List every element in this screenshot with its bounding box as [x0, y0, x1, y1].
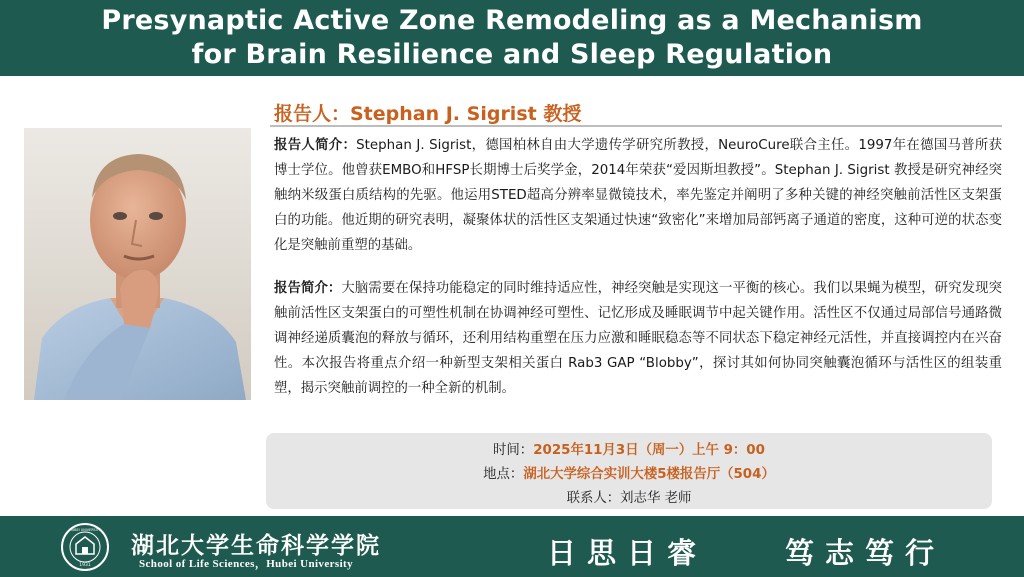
university-logo: [60, 522, 110, 572]
abstract-label: 报告简介：: [274, 281, 342, 296]
speaker-photo: [24, 128, 251, 400]
event-info-box: [266, 433, 992, 509]
place-value: 湖北大学综合实训大楼5楼报告厅（504）: [523, 467, 775, 482]
contact-text: 联系人：刘志华 老师: [566, 491, 692, 506]
school-name-en: School of Life Sciences，Hubei University: [139, 558, 353, 570]
motto-left: 日思日睿: [547, 536, 708, 570]
time-label: 时间：: [493, 443, 534, 458]
motto-right: 笃志笃行: [785, 536, 946, 570]
bio-label: 报告人简介：: [274, 138, 357, 153]
school-name-cn: 湖北大学生命科学学院: [131, 532, 381, 559]
title-banner: [0, 0, 1024, 76]
speaker-name: 报告人：Stephan J. Sigrist 教授: [274, 103, 582, 125]
speaker-divider: [270, 125, 1002, 127]
university-seal-icon: [60, 522, 110, 572]
title-line-1: Presynaptic Active Zone Remodeling as a Mechanism: [101, 5, 923, 36]
event-contact: [266, 487, 992, 506]
logo-year: 1931: [79, 563, 91, 568]
event-time: [266, 439, 992, 458]
speaker-bio: [274, 133, 1002, 258]
speaker-portrait-icon: [24, 128, 251, 400]
event-place: [266, 463, 992, 482]
bio-text: Stephan J. Sigrist，德国柏林自由大学遗传学研究所教授，NeuroCure联合主任。1997年在德国马普所获博士学位。他曾获EMBO和HFSP长期博士后奖学金，2014年荣获“爱因斯坦教授”。Stephan J. Sigrist 教授是研究神经突触纳米级蛋白质结构的先驱。他运用STED超高分辨率显微镜技术，率先鉴定并阐明了多种关键的神经突触前活性区支架蛋白的功能。他近期的研究表明，凝聚体状的活性区支架通过快速“致密化”来增加局部钙离子通道的密度，这种可逆的状态变化是突触前重塑的基础。: [274, 138, 1002, 253]
time-value: 2025年11月3日（周一）上午 9：00: [533, 443, 765, 458]
title-line-2: for Brain Resilience and Sleep Regulation: [191, 39, 833, 70]
logo-text: HUBEI UNIVERSITY: [69, 528, 101, 532]
talk-abstract: [274, 276, 1002, 401]
place-label: 地点：: [483, 467, 524, 482]
abstract-text: 大脑需要在保持功能稳定的同时维持适应性，神经突触是实现这一平衡的核心。我们以果蝇为模型，研究发现突触前活性区支架蛋白的可塑性机制在协调神经可塑性、记忆形成及睡眠调节中起关键作用。活性区不仅通过局部信号通路微调神经递质囊泡的释放与循环，还利用结构重塑在压力应激和睡眠稳态等不同状态下稳定神经元活性，并直接调控内在兴奋性。本次报告将重点介绍一种新型支架相关蛋白 Rab3 GAP “Blobby”，探讨其如何协同突触囊泡循环与活性区的组装重塑，揭示突触前调控的一种全新的机制。: [274, 281, 1003, 396]
